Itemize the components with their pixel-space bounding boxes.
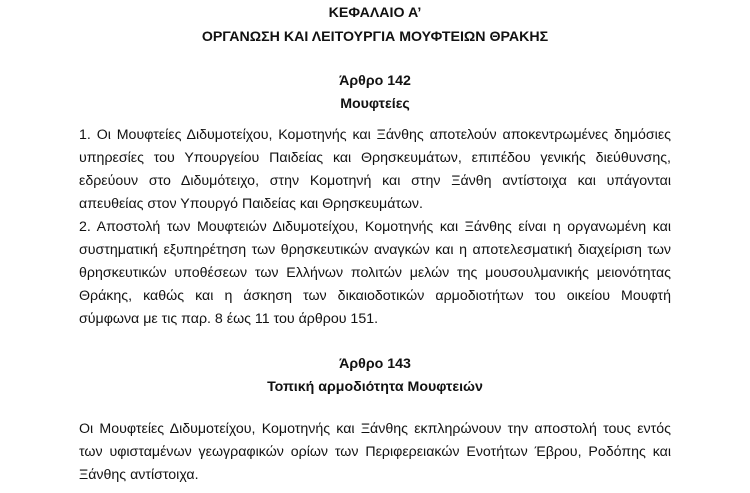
paragraph-line: θρησκευτικών υποθέσεων των Ελλήνων πολιτών μελών της μουσουλμανικής μειονότητας	[79, 265, 671, 281]
article-143-paragraph	[79, 418, 671, 487]
paragraph-line: 2. Αποστολή των Μουφτειών Διδυμοτείχου, Κομοτηνής και Ξάνθης είναι η οργανωμένη και	[79, 219, 671, 235]
paragraph-line: απευθείας στον Υπουργό Παιδείας και Θρησκευμάτων.	[79, 196, 423, 212]
paragraph-line: των υφισταμένων γεωγραφικών ορίων των Περιφερειακών Ενοτήτων Έβρου, Ροδόπης και	[79, 444, 671, 460]
article-143-number: Άρθρο 143	[339, 356, 411, 372]
paragraph-line: σύμφωνα με τις παρ. 8 έως 11 του άρθρου 151.	[79, 311, 379, 327]
article-143-title: Τοπική αρμοδιότητα Μουφτειών	[267, 379, 483, 395]
chapter-title: ΚΕΦΑΛΑΙΟ Α’	[328, 5, 422, 21]
chapter-subtitle: ΟΡΓΑΝΩΣΗ ΚΑΙ ΛΕΙΤΟΥΡΓΙΑ ΜΟΥΦΤΕΙΩΝ ΘΡΑΚΗΣ	[201, 29, 549, 45]
paragraph-line: συστηματική εξυπηρέτηση των θρησκευτικών αναγκών και η αποτελεσματική διαχείριση των	[79, 242, 671, 258]
article-142-title: Μουφτείες	[340, 96, 410, 112]
paragraph-line: εδρεύουν στο Διδυμότειχο, στην Κομοτηνή και στην Ξάνθη αντίστοιχα και υπάγονται	[79, 173, 671, 189]
paragraph-line: 1. Οι Μουφτείες Διδυμοτείχου, Κομοτηνής και Ξάνθης αποτελούν αποκεντρωμένες δημόσιες	[79, 127, 671, 143]
paragraph-line: Οι Μουφτείες Διδυμοτείχου, Κομοτηνής και Ξάνθης εκπληρώνουν την αποστολή τους εντός	[79, 421, 671, 437]
article-142-paragraph-2	[79, 216, 671, 331]
article-142-number: Άρθρο 142	[339, 73, 411, 89]
paragraph-line: υπηρεσίες του Υπουργείου Παιδείας και Θρησκευμάτων, επιπέδου γενικής διεύθυνσης,	[79, 150, 671, 166]
paragraph-line: Ξάνθης αντίστοιχα.	[79, 467, 199, 483]
article-142-paragraph-1	[79, 124, 671, 216]
paragraph-line: Θράκης, καθώς και η άσκηση των δικαιοδοτικών αρμοδιοτήτων του οικείου Μουφτή	[79, 288, 671, 304]
